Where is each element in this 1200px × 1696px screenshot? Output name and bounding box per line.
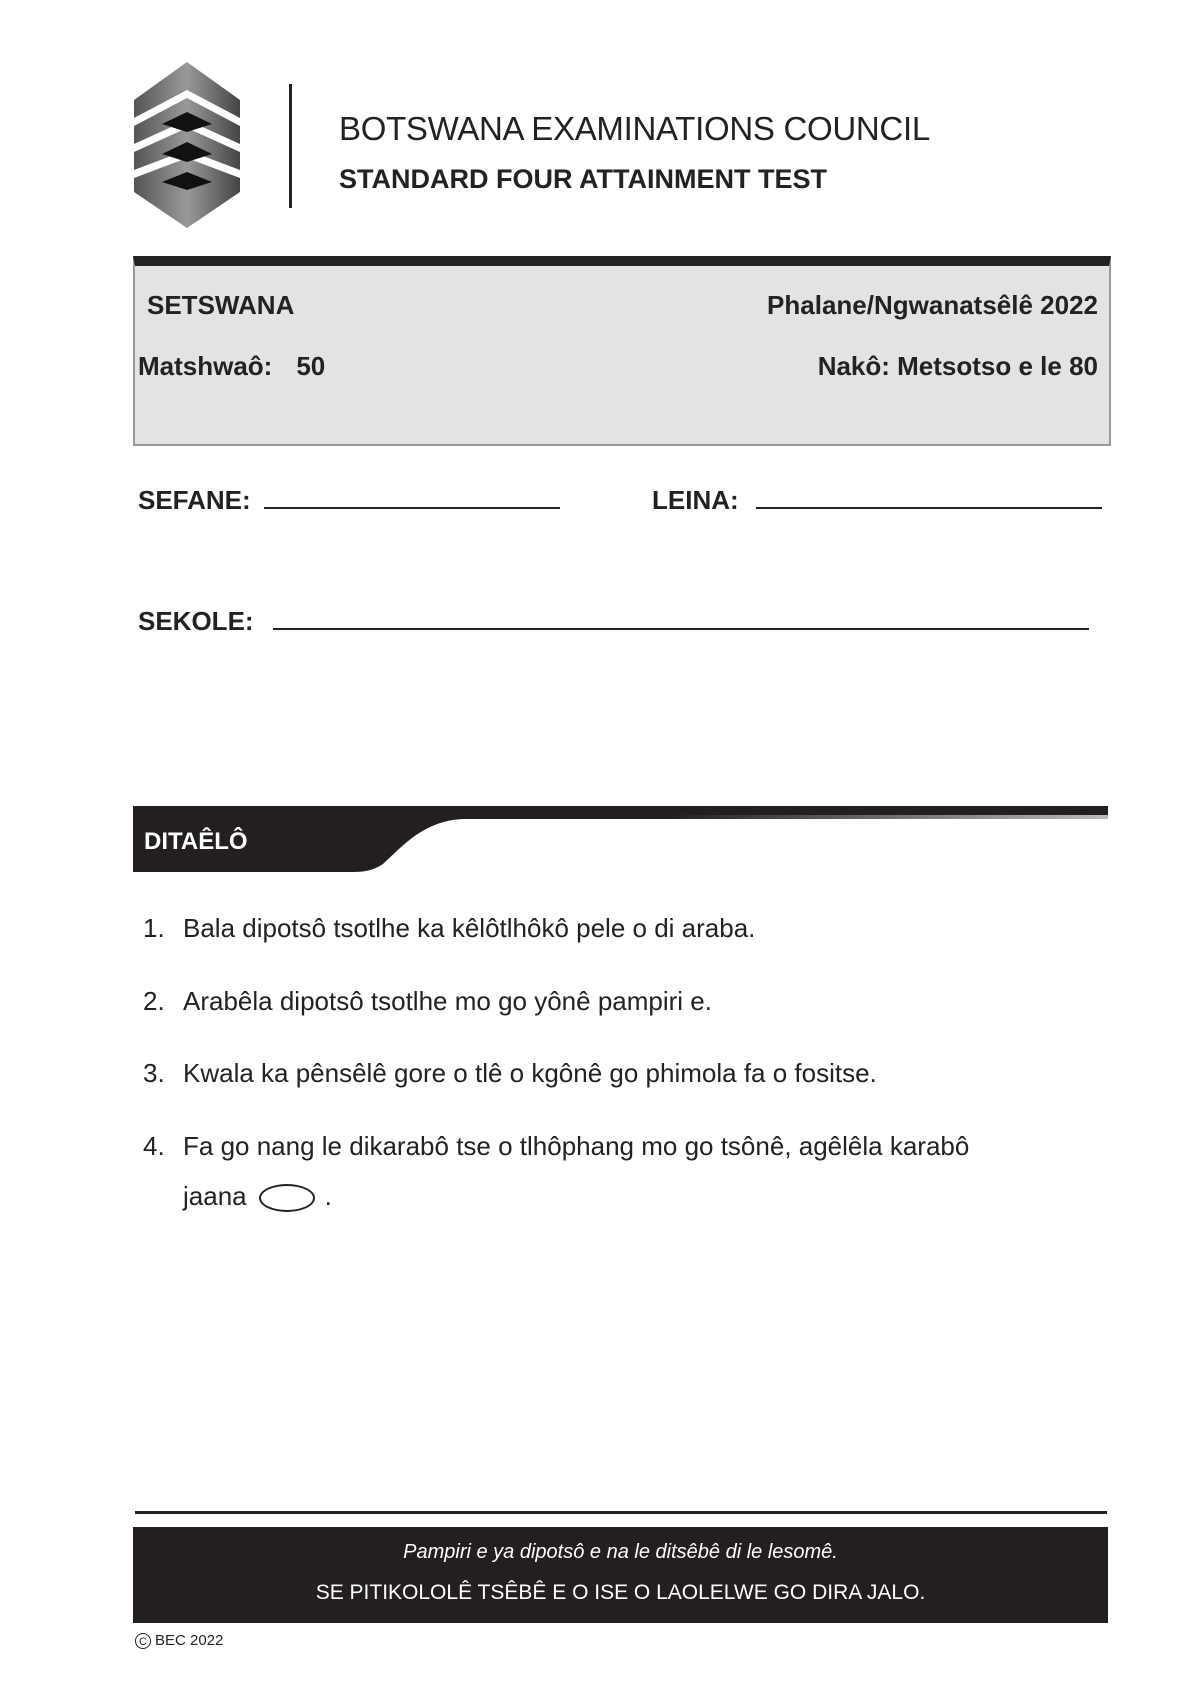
candidate-number-label: SEFANE: [138, 485, 251, 515]
answer-oval-icon [259, 1184, 315, 1212]
bec-logo [132, 60, 242, 230]
instruction-item [143, 1131, 969, 1162]
candidate-name-blank[interactable] [756, 485, 1102, 509]
footer-rule [135, 1511, 1107, 1514]
candidate-number-field [138, 485, 560, 516]
instruction-item [143, 986, 712, 1017]
exam-session: Phalane/Ngwanatsêlê 2022 [767, 290, 1098, 320]
instruction-end: . [324, 1181, 332, 1211]
instruction-text: Fa go nang le dikarabô tse o tlhôphang mo go tsônê, agêlêla karabô [183, 1131, 970, 1161]
exam-time: Nakô: Metsotso e le 80 [817, 351, 1098, 381]
candidate-name-field [652, 485, 1102, 516]
instruction-continuation-text: jaana [183, 1181, 247, 1211]
council-name: BOTSWANA EXAMINATIONS COUNCIL [339, 110, 930, 147]
instruction-item [143, 913, 755, 944]
instruction-number: 2. [143, 986, 165, 1016]
school-blank[interactable] [273, 606, 1089, 630]
instruction-text: Kwala ka pênsêlê gore o tlê o kgônê go phimola fa o fositse. [183, 1058, 877, 1088]
copyright-icon: C [135, 1633, 151, 1649]
instructions-header-bar [133, 806, 1108, 872]
marks [138, 351, 325, 382]
instruction-item [143, 1058, 877, 1089]
instructions-title: DITAÊLÔ [144, 828, 248, 855]
school-label: SEKOLE: [138, 606, 254, 636]
candidate-name-label: LEINA: [652, 485, 739, 515]
school-field [138, 606, 1089, 637]
candidate-number-blank[interactable] [264, 485, 560, 509]
instruction-number: 1. [143, 913, 165, 943]
instruction-text: Bala dipotsô tsotlhe ka kêlôtlhôkô pele o di araba. [183, 913, 756, 943]
do-not-turn-warning: SE PITIKOLOLÊ TSÊBÊ E O ISE O LAOLELWE GO DIRA JALO. [315, 1581, 926, 1604]
copyright-text: BEC 2022 [155, 1632, 224, 1649]
instruction-text: Arabêla dipotsô tsotlhe mo go yônê pampiri e. [183, 986, 712, 1016]
instruction-continuation [183, 1181, 332, 1212]
marks-value: 50 [296, 351, 326, 381]
copyright [135, 1632, 223, 1649]
subject: SETSWANA [147, 290, 295, 320]
header-divider [289, 84, 292, 208]
test-name: STANDARD FOUR ATTAINMENT TEST [339, 164, 827, 194]
instruction-number: 3. [143, 1058, 165, 1088]
instruction-number: 4. [143, 1131, 165, 1161]
page-count-note: Pampiri e ya dipotsô e na le ditsêbê di le lesomê. [403, 1541, 838, 1563]
marks-label: Matshwaô: [138, 351, 273, 381]
